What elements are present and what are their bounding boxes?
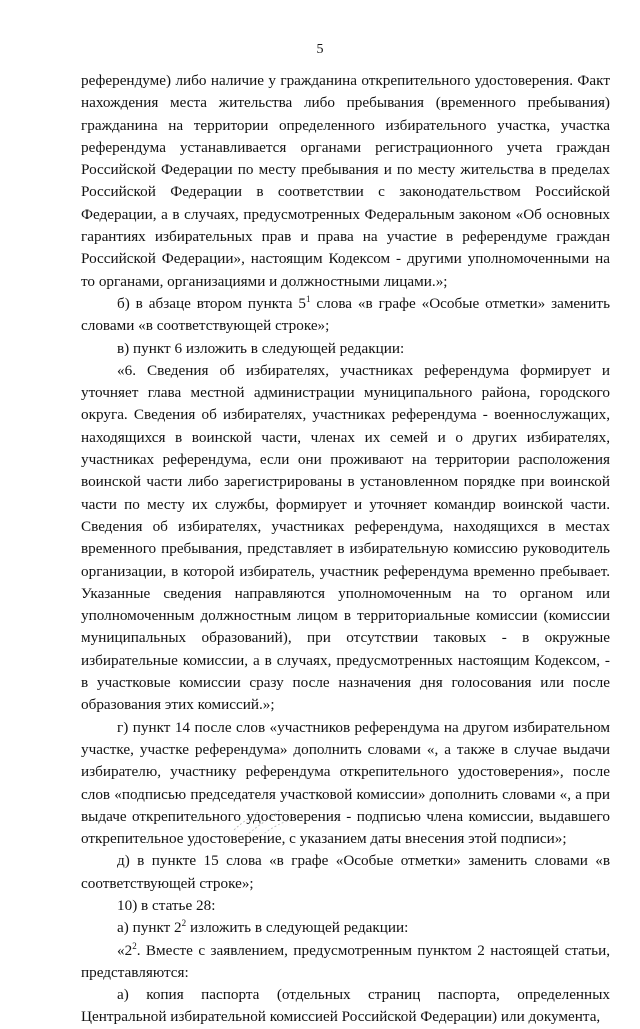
- page-number: 5: [316, 42, 324, 57]
- paragraph-text: г) пункт 14 после слов «участников референдума на другом избирательном участке, участке референдума» дополнить словами «, а также в случае выдачи избирателю, участнику референдума открепительного удостоверения», после слов «подписью председателя участковой комиссии» дополнить словами «, а при выдаче открепительного удостоверения - подписью члена комиссии, выдавшего открепительное удостоверение, с указанием даты внесения этой подписи»;: [81, 718, 610, 848]
- paragraph: [81, 293, 610, 338]
- paragraph: [81, 984, 610, 1029]
- paragraph: [81, 717, 610, 851]
- paragraph: [81, 850, 610, 895]
- paragraph-text: «2: [117, 941, 133, 959]
- document-body: [81, 70, 610, 1029]
- paragraph: [81, 940, 610, 985]
- paragraph-text: слова «в графе «Особые отметки» заменить словами «в соответствующей строке»;: [81, 294, 610, 335]
- paragraph-text: а) копия паспорта (отдельных страниц паспорта, определенных Центральной избирательной комиссией Российской Федерации) или документа,: [81, 986, 610, 1026]
- superscript: 2: [181, 918, 187, 929]
- paragraph: [81, 917, 610, 939]
- paragraph: [81, 70, 610, 293]
- superscript: 1: [306, 293, 311, 304]
- paragraph-text: . Вместе с заявлением, предусмотренным пунктом 2 настоящей статьи, представляются:: [81, 941, 610, 981]
- paragraph: [81, 360, 610, 717]
- paragraph-text: а) пункт 2: [117, 919, 182, 937]
- superscript: 2: [132, 940, 137, 951]
- paragraph-text: б) в абзаце втором пункта 5: [117, 294, 307, 312]
- paragraph-text: в) пункт 6 изложить в следующей редакции:: [117, 339, 405, 357]
- paragraph-text: референдуме) либо наличие у гражданина открепительного удостоверения. Факт нахождения места жительства либо пребывания (временного пребывания) гражданина на территории определенного избирательного участка, участка референдума устанавливается органами регистрационного учета граждан Российской Федерации по месту пребывания и по месту жительства в пределах Российской Федерации в соответствии с законодательством Российской Федерации, а в случаях, предусмотренных Федеральным законом «Об основных гарантиях избирательных прав и права на участие в референдуме граждан Российской Федерации», настоящим Кодексом - другими уполномоченными на то органами, организациями и должностными лицами.»;: [81, 72, 610, 290]
- paragraph-text: изложить в следующей редакции:: [186, 919, 409, 937]
- paragraph-text: «6. Сведения об избирателях, участниках референдума формирует и уточняет глава местной администрации муниципального района, городского округа. Сведения об избирателях, участниках референдума - военнослужащих, находящихся в воинской части, членах их семей и о других избирателях, участниках референдума, если они проживают на территории расположения воинской части либо зарегистрированы в установленном порядке при воинской части по месту их службы, формирует и уточняет командир воинской части. Сведения об избирателях, участниках референдума, находящихся в местах временного пребывания, представляет в избирательную комиссию руководитель организации, в которой избиратель, участник референдума временно пребывает. Указанные сведения направляются уполномоченным на то органом или уполномоченным должностным лицом в территориальные комиссии (комиссии муниципальных образований), при отсутствии таковых - в окружные избирательные комиссии, а в случаях, предусмотренных настоящим Кодексом, - в участковые комиссии сразу после назначения дня голосования или после образования этих комиссий.»;: [81, 361, 610, 714]
- paragraph-text: 10) в статье 28:: [117, 896, 216, 914]
- paragraph: [81, 338, 610, 360]
- paragraph: [81, 895, 610, 917]
- paragraph-text: д) в пункте 15 слова «в графе «Особые отметки» заменить словами «в соответствующей строке»;: [81, 852, 610, 892]
